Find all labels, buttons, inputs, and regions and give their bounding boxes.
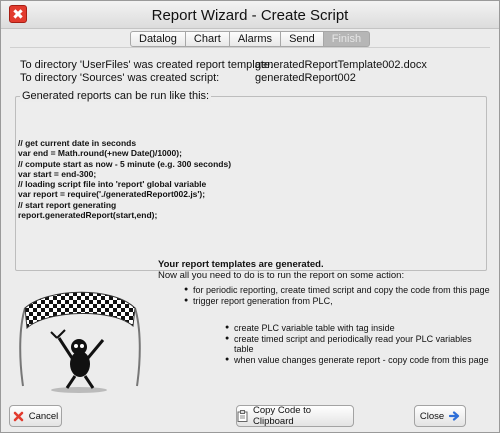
button-bar: [1, 397, 499, 432]
finish-flag-mascot-image: [17, 268, 149, 396]
template-value: generatedReportTemplate002.docx: [255, 59, 427, 71]
generated-subtitle: Now all you need to do is to run the report on some action:: [158, 270, 405, 281]
tab-alarms[interactable]: Alarms: [230, 31, 281, 47]
example-code[interactable]: // get current date in seconds var end = Math.round(+new Date()/1000); // compute start as now - 5 minute (e.g. 300 seconds) var start = end-300; // loading script file into 'report' global variable var report = require('./generatedReport002.js'); // start report generating report.generatedReport(start,end);: [18, 138, 232, 221]
script-value: generatedReport002: [255, 72, 356, 84]
arrow-right-icon: [449, 411, 460, 421]
list-item: ● create timed script and periodically read your PLC variables table: [234, 334, 492, 355]
red-x-icon: [13, 411, 24, 422]
code-group-caption: Generated reports can be run like this:: [22, 90, 210, 102]
close-button-label: Close: [419, 410, 445, 422]
script-info-row: [20, 72, 356, 84]
copy-code-button-label: Copy Code to Clipboard: [253, 405, 312, 427]
title-bar: [1, 1, 499, 29]
template-label: To directory 'UserFiles' was created report template:: [20, 59, 274, 71]
cancel-button-label: Cancel: [28, 410, 59, 422]
generated-title: Your report templates are generated.: [158, 259, 324, 270]
tab-finish[interactable]: Finish: [324, 31, 370, 47]
title-close-icon[interactable]: ✖: [9, 5, 27, 23]
tab-send[interactable]: Send: [281, 31, 324, 47]
wizard-tabs: [130, 31, 370, 47]
finish-panel: [10, 47, 490, 392]
sub-action-list: [234, 323, 492, 365]
copy-code-button[interactable]: [236, 405, 354, 427]
close-button[interactable]: [414, 405, 466, 427]
list-item: ● for periodic reporting, create timed script and copy the code from this page: [193, 285, 493, 296]
clipboard-icon: [237, 410, 248, 422]
list-item: ● trigger report generation from PLC,: [193, 296, 493, 307]
window-title: Report Wizard - Create Script: [151, 7, 349, 24]
list-item: ● when value changes generate report - copy code from this page: [234, 355, 492, 366]
list-item: ● create PLC variable table with tag inside: [234, 323, 492, 334]
tab-chart[interactable]: Chart: [186, 31, 230, 47]
tab-datalog[interactable]: Datalog: [130, 31, 186, 47]
cancel-button[interactable]: [9, 405, 62, 427]
script-label: To directory 'Sources' was created script:: [20, 72, 220, 84]
template-info-row: [20, 59, 427, 71]
action-list: [193, 285, 493, 306]
